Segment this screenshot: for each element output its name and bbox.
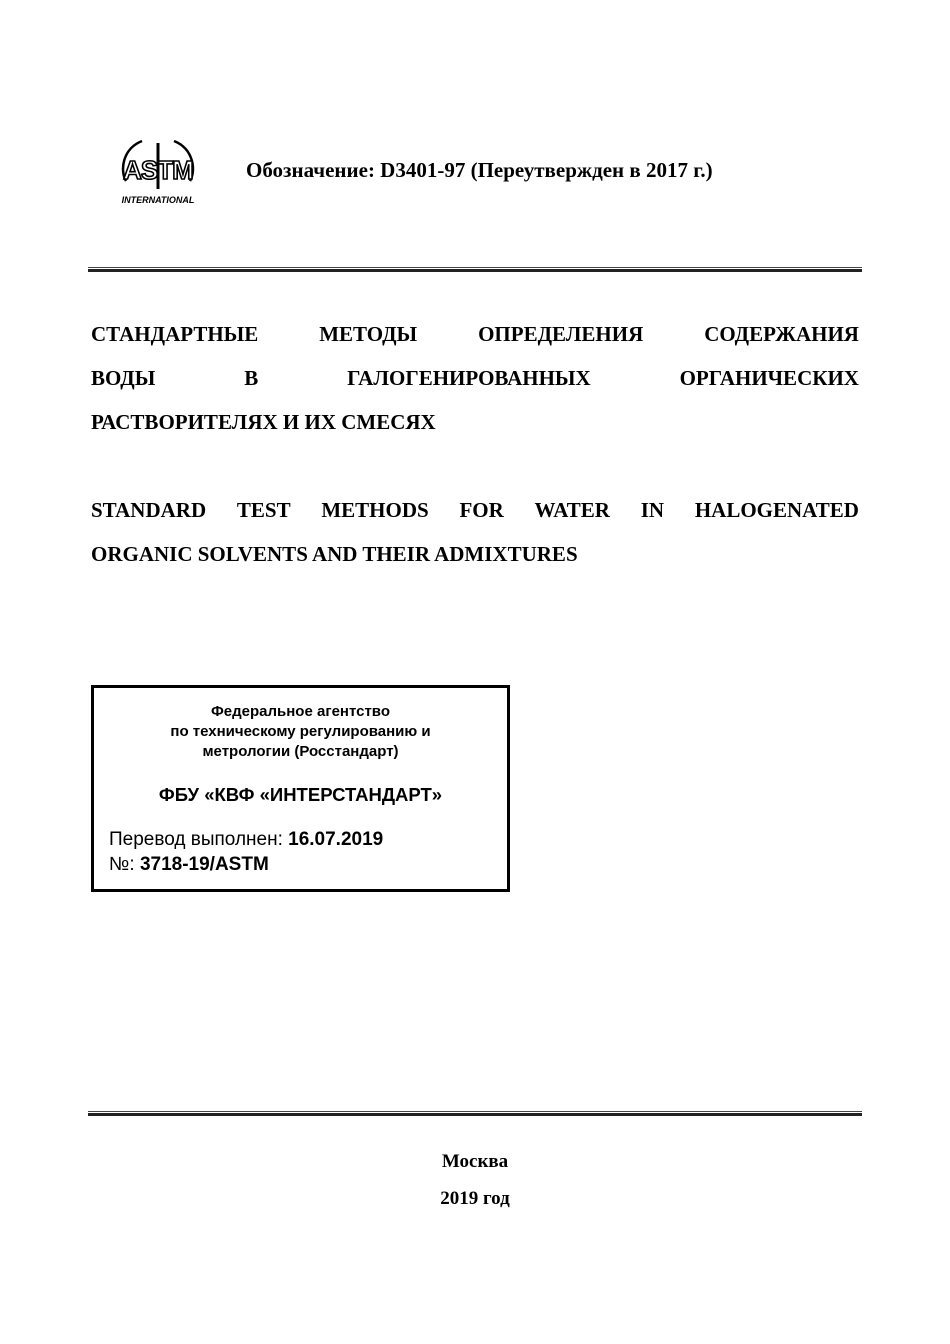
title-en-word: STANDARD [91, 498, 207, 522]
title-ru-word: СТАНДАРТНЫЕ [91, 322, 259, 346]
logo-sub-text: INTERNATIONAL [121, 195, 195, 205]
title-en-word: METHODS [321, 498, 429, 522]
title-ru-word: В [244, 366, 259, 390]
city: Москва [441, 1151, 509, 1172]
title-english [91, 494, 859, 582]
year: 2019 год [440, 1188, 510, 1209]
translation-label: Перевод выполнен: [109, 829, 283, 850]
title-en-word: TEST [236, 498, 291, 522]
designation: Обозначение: D3401-97 (Переутвержден в 2017 г.) [246, 158, 713, 182]
title-ru-line-1 [91, 318, 859, 362]
title-en-word: WATER [534, 498, 610, 522]
title-ru-word: СОДЕРЖАНИЯ [704, 322, 859, 346]
title-ru-word: ГАЛОГЕНИРОВАННЫХ [347, 366, 591, 390]
translation-date-row [109, 829, 383, 851]
title-ru-word: МЕТОДЫ [319, 322, 418, 346]
title-en-word: FOR [459, 498, 504, 522]
bottom-divider [88, 1111, 862, 1117]
organization-name: ФБУ «КВФ «ИНТЕРСТАНДАРТ» [158, 784, 443, 805]
title-ru-word: ВОДЫ [91, 366, 156, 390]
top-divider [88, 267, 862, 273]
agency-line: метрологии (Росстандарт) [202, 743, 399, 760]
agency-line: Федеральное агентство [210, 703, 390, 720]
title-en-word: HALOGENATED [694, 498, 859, 522]
agency-line: по техническому регулированию и [170, 723, 431, 740]
translation-stamp [91, 685, 510, 892]
translation-number-row [109, 854, 269, 876]
logo-mark-text: ASTM [123, 155, 193, 185]
title-russian [91, 318, 859, 450]
agency-name [94, 702, 507, 762]
translation-date: 16.07.2019 [288, 829, 384, 850]
title-en-line-1 [91, 494, 859, 538]
number-label: №: [109, 854, 135, 875]
title-ru-line-3: РАСТВОРИТЕЛЯХ И ИХ СМЕСЯХ [91, 410, 436, 434]
title-en-word: IN [640, 498, 665, 522]
title-ru-line-2 [91, 362, 859, 406]
title-ru-word: ОПРЕДЕЛЕНИЯ [478, 322, 644, 346]
title-en-line-2: ORGANIC SOLVENTS AND THEIR ADMIXTURES [91, 542, 578, 566]
title-ru-word: ОРГАНИЧЕСКИХ [679, 366, 859, 390]
astm-logo [112, 135, 204, 207]
number-value: 3718-19/ASTM [139, 854, 269, 875]
